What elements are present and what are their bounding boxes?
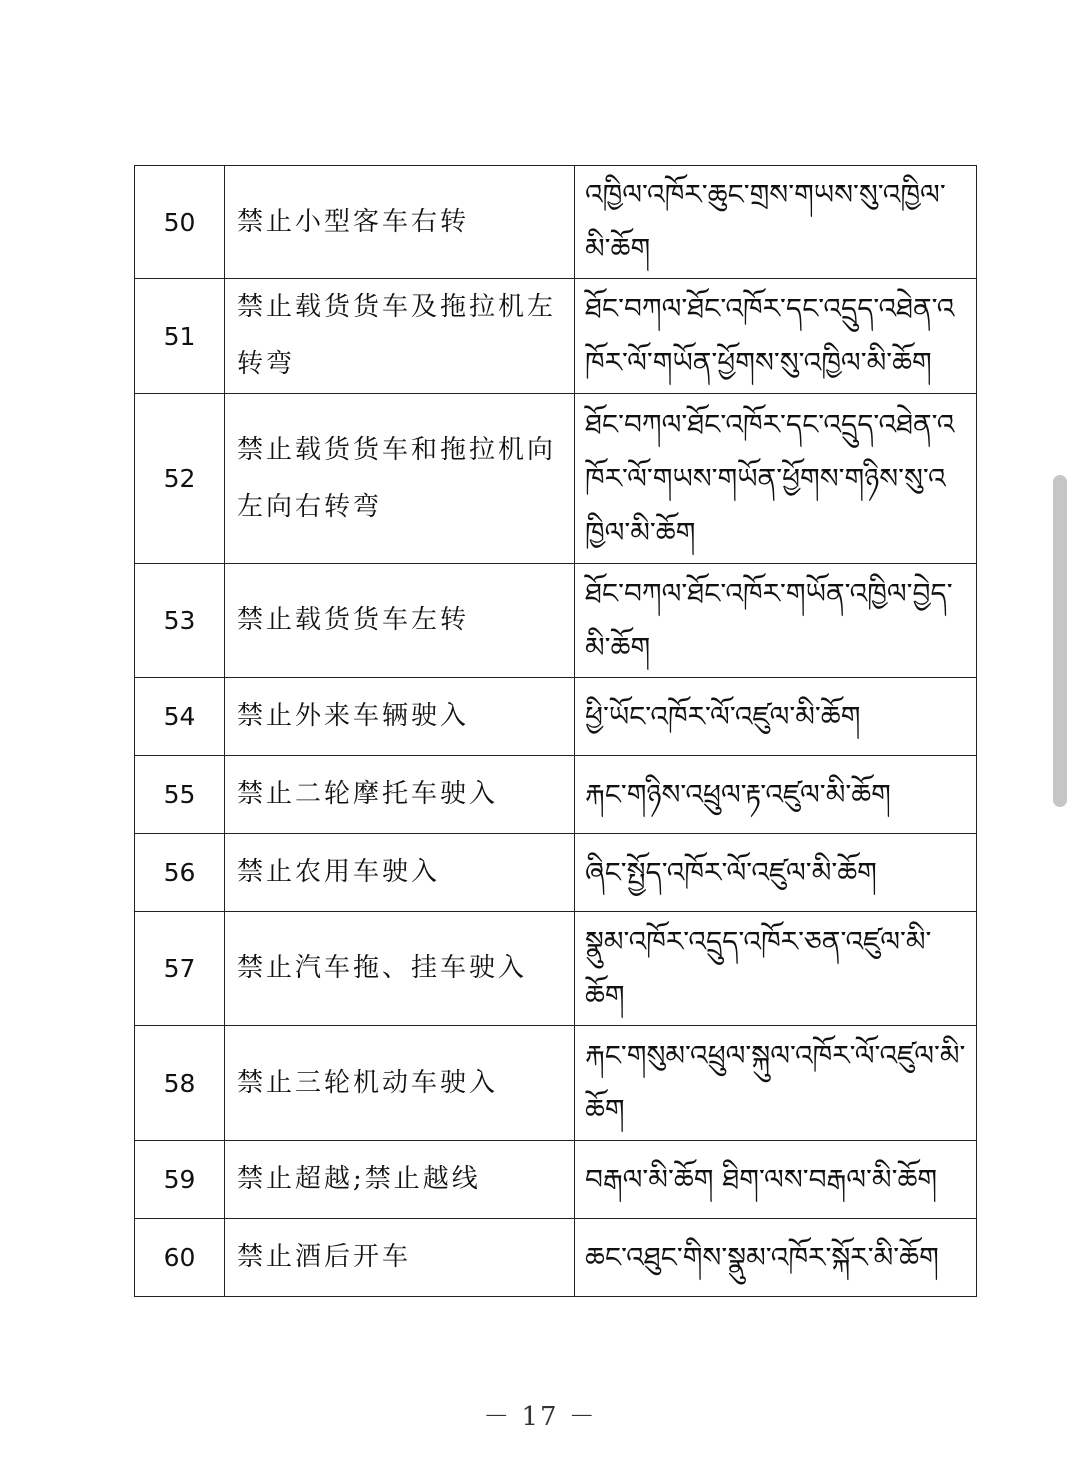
row-number: 57 [135,912,225,1026]
table-row [135,1219,977,1297]
chinese-text: 禁止超越;禁止越线 [225,1141,575,1219]
tibetan-text: ཐོང་བཀལ་ཐོང་འཁོར་གཡོན་འཁྱིལ་བྱེད་མི་ཆོག [575,564,977,678]
chinese-text: 禁止载货货车及拖拉机左转弯 [225,279,575,394]
table-row [135,394,977,564]
chinese-text: 禁止三轮机动车驶入 [225,1026,575,1141]
table-row [135,678,977,756]
chinese-text: 禁止酒后开车 [225,1219,575,1297]
table-row [135,166,977,279]
row-number: 55 [135,756,225,834]
chinese-text: 禁止汽车拖、挂车驶入 [225,912,575,1026]
chinese-text: 禁止小型客车右转 [225,166,575,279]
page-number: － 17 － [483,1402,597,1432]
table-row [135,912,977,1026]
tibetan-text: བརྒལ་མི་ཆོག ཐིག་ལས་བརྒལ་མི་ཆོག [575,1141,977,1219]
tibetan-text: ཐོང་བཀལ་ཐོང་འཁོར་དང་འདྲུད་འཐེན་འཁོར་ལོ་གཡོན་ཕྱོགས་སུ་འཁྱིལ་མི་ཆོག [575,279,977,394]
tibetan-text: ཕྱི་ཡོང་འཁོར་ལོ་འཛུལ་མི་ཆོག [575,678,977,756]
tibetan-text: ཞིང་སྤྱོད་འཁོར་ལོ་འཛུལ་མི་ཆོག [575,834,977,912]
row-number: 60 [135,1219,225,1297]
row-number: 59 [135,1141,225,1219]
tibetan-text: འཁྱིལ་འཁོར་ཆུང་གྲས་གཡས་སུ་འཁྱིལ་མི་ཆོག [575,166,977,279]
tibetan-text: ཐོང་བཀལ་ཐོང་འཁོར་དང་འདྲུད་འཐེན་འཁོར་ལོ་གཡས་གཡོན་ཕྱོགས་གཉིས་སུ་འཁྱིལ་མི་ཆོག [575,394,977,564]
table-row [135,1141,977,1219]
table-row [135,564,977,678]
row-number: 52 [135,394,225,564]
chinese-text: 禁止外来车辆驶入 [225,678,575,756]
row-number: 56 [135,834,225,912]
vertical-scrollbar[interactable] [1053,475,1067,807]
chinese-text: 禁止二轮摩托车驶入 [225,756,575,834]
table-row [135,756,977,834]
table-row [135,1026,977,1141]
tibetan-text: རྐང་གཉིས་འཕྲུལ་རྟ་འཛུལ་མི་ཆོག [575,756,977,834]
row-number: 54 [135,678,225,756]
tibetan-text: རྐང་གསུམ་འཕྲུལ་སྐུལ་འཁོར་ལོ་འཛུལ་མི་ཆོག [575,1026,977,1141]
chinese-text: 禁止载货货车和拖拉机向左向右转弯 [225,394,575,564]
traffic-sign-table [134,165,977,1297]
table-row [135,279,977,394]
tibetan-text: ཆང་འཐུང་གིས་སྣུམ་འཁོར་སྐོར་མི་ཆོག [575,1219,977,1297]
row-number: 50 [135,166,225,279]
row-number: 51 [135,279,225,394]
tibetan-text: སྣུམ་འཁོར་འདྲུད་འཁོར་ཅན་འཛུལ་མི་ཆོག [575,912,977,1026]
row-number: 53 [135,564,225,678]
row-number: 58 [135,1026,225,1141]
chinese-text: 禁止载货货车左转 [225,564,575,678]
table-row [135,834,977,912]
chinese-text: 禁止农用车驶入 [225,834,575,912]
